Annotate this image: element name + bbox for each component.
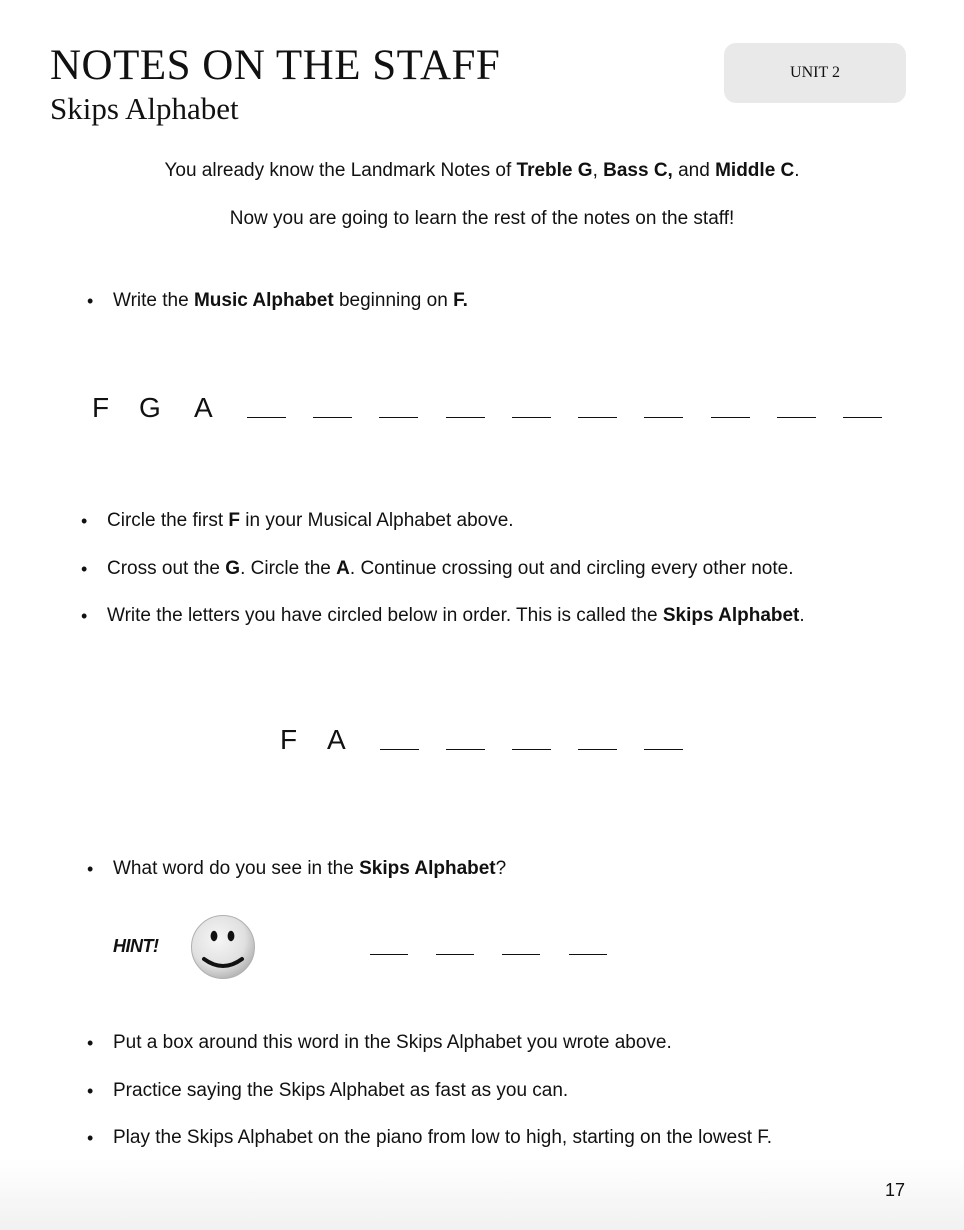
intro-line-1: You already know the Landmark Notes of Treble G, Bass C, and Middle C. (164, 160, 800, 181)
answer-blank[interactable] (370, 954, 408, 955)
unit-badge (724, 43, 906, 103)
landmark-middle-c: Middle C (715, 160, 795, 181)
instruction-circle-f: • Circle the first F in your Musical Alphabet above. (81, 510, 514, 531)
answer-blank[interactable] (578, 417, 617, 418)
answer-blank[interactable] (436, 954, 474, 955)
hint-label: HINT! (113, 936, 159, 956)
instruction-practice: • Practice saying the Skips Alphabet as fast as you can. (87, 1080, 569, 1101)
bullet-dot: • (87, 1033, 94, 1053)
answer-blank[interactable] (247, 417, 286, 418)
bullet-dot: • (81, 511, 88, 531)
instruction-play-piano: • Play the Skips Alphabet on the piano from low to high, starting on the lowest F. (87, 1127, 773, 1148)
bullet-dot: • (87, 1081, 94, 1101)
answer-blank[interactable] (313, 417, 352, 418)
answer-blank[interactable] (843, 417, 882, 418)
page-bottom-shade (0, 1160, 964, 1230)
answer-blank[interactable] (777, 417, 816, 418)
bullet-dot: • (87, 1128, 94, 1148)
given-letter: F (92, 392, 110, 423)
bullet-dot: • (87, 859, 94, 879)
answer-blank[interactable] (578, 749, 617, 750)
instruction-box-word: • Put a box around this word in the Skips Alphabet you wrote above. (87, 1032, 672, 1053)
bullet-dot: • (81, 606, 88, 626)
given-letter: G (139, 392, 161, 423)
instruction-cross-out: • Cross out the G. Circle the A. Continue crossing out and circling every other note. (81, 558, 794, 579)
answer-blank[interactable] (711, 417, 750, 418)
unit-badge-label: UNIT 2 (790, 64, 840, 81)
skips-alphabet-row (0, 724, 964, 764)
answer-blank[interactable] (512, 749, 551, 750)
answer-blank[interactable] (644, 417, 683, 418)
answer-blank[interactable] (644, 749, 683, 750)
given-letter: A (327, 724, 346, 755)
answer-blank[interactable] (502, 954, 540, 955)
answer-blank[interactable] (569, 954, 607, 955)
landmark-bass-c: Bass C, (603, 160, 673, 181)
answer-blank[interactable] (380, 749, 419, 750)
hint-word-row (0, 934, 964, 974)
landmark-treble-g: Treble G (516, 160, 593, 181)
intro-line-2: Now you are going to learn the rest of the notes on the staff! (229, 208, 735, 229)
question-word: • What word do you see in the Skips Alphabet? (87, 858, 507, 879)
bullet-dot: • (81, 559, 88, 579)
instruction-write-circled: • Write the letters you have circled below in order. This is called the Skips Alphabet. (81, 605, 805, 626)
answer-blank[interactable] (446, 417, 485, 418)
answer-blank[interactable] (446, 749, 485, 750)
instruction-music-alphabet: • Write the Music Alphabet beginning on F. (87, 290, 468, 311)
page-number: 17 (885, 1180, 906, 1200)
answer-blank[interactable] (512, 417, 551, 418)
music-alphabet-row (0, 392, 964, 432)
answer-blank[interactable] (379, 417, 418, 418)
given-letter: A (194, 392, 213, 423)
given-letter: F (280, 724, 298, 755)
page-subtitle: Skips Alphabet (50, 91, 239, 126)
bullet-dot: • (87, 291, 94, 311)
page-title: NOTES ON THE STAFF (50, 42, 501, 89)
